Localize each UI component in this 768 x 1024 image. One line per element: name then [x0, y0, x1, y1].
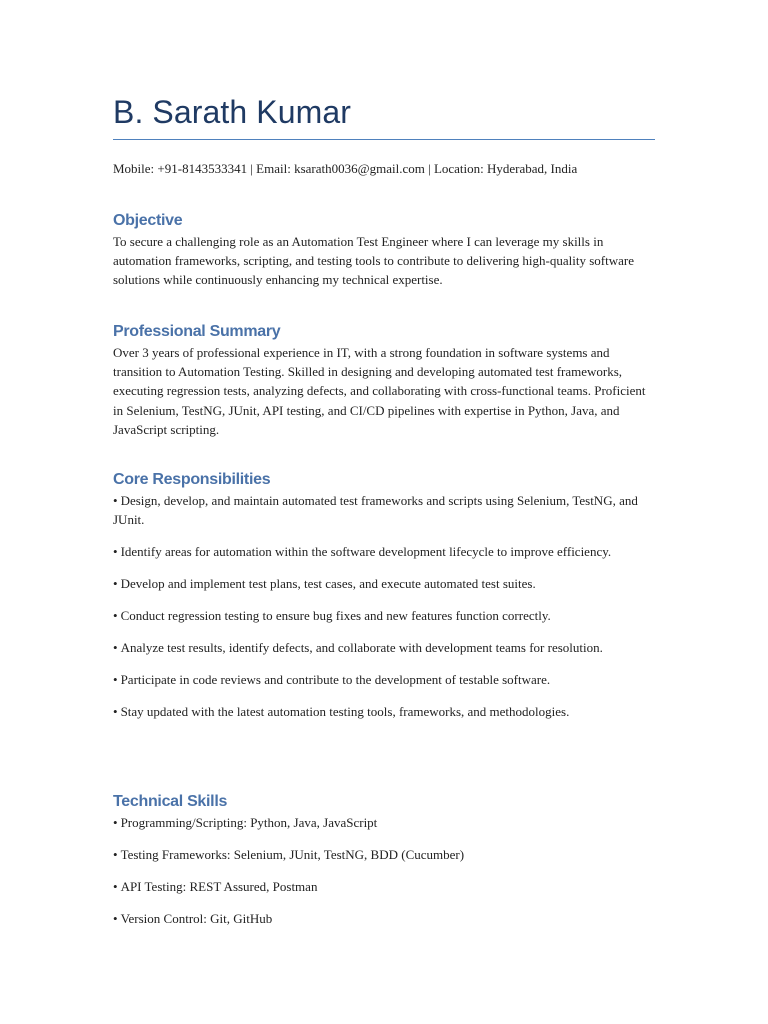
professional-summary-heading: Professional Summary [113, 323, 281, 340]
list-item-text: Develop and implement test plans, test cases, and execute automated test suites. [120, 576, 536, 592]
bullet-marker: • [113, 911, 118, 926]
list-item [113, 877, 655, 896]
bullet-marker: • [113, 879, 118, 894]
candidate-name: B. Sarath Kumar [113, 94, 352, 130]
list-item-text: Stay updated with the latest automation testing tools, frameworks, and methodologies. [120, 704, 570, 720]
list-item-text: Programming/Scripting: Python, Java, JavaScript [120, 815, 378, 830]
list-item-text: Identify areas for automation within the software development lifecycle to improve efficiency. [120, 544, 612, 560]
bullet-marker: • [113, 544, 118, 560]
bullet-marker: • [113, 672, 118, 688]
list-item-text: Participate in code reviews and contribute to the development of testable software. [120, 672, 551, 688]
list-item [113, 702, 655, 721]
list-item [113, 491, 655, 529]
professional-summary-text: Over 3 years of professional experience in IT, with a strong foundation in software systems and transition to Automation Testing. Skilled in designing and developing automated test frameworks, executing regression tests, analyzing defects, and collaborating with cross-functional teams. Proficient in Selenium, TestNG, JUnit, API testing, and CI/CD pipelines with expertise in Python, Java, and JavaScript scripting. [113, 345, 646, 437]
list-item [113, 909, 655, 928]
bullet-marker: • [113, 493, 118, 508]
technical-skills-section [113, 792, 655, 928]
responsibilities-list [113, 491, 655, 721]
list-item [113, 638, 655, 657]
objective-heading: Objective [113, 212, 183, 229]
list-item-text: Conduct regression testing to ensure bug fixes and new features function correctly. [120, 608, 551, 624]
bullet-marker: • [113, 576, 118, 592]
technical-skills-heading: Technical Skills [113, 793, 228, 810]
objective-section [113, 211, 655, 290]
list-item-text: Version Control: Git, GitHub [120, 911, 273, 926]
bullet-marker: • [113, 640, 118, 656]
list-item-text: Testing Frameworks: Selenium, JUnit, TestNG, BDD (Cucumber) [120, 847, 465, 862]
list-item-text: Analyze test results, identify defects, and collaborate with development teams for resolution. [120, 640, 603, 656]
header-divider [113, 139, 655, 140]
core-responsibilities-heading: Core Responsibilities [113, 471, 271, 488]
contact-line: Mobile: +91-8143533341 | Email: ksarath0036@gmail.com | Location: Hyderabad, India [113, 161, 578, 176]
list-item-text: API Testing: REST Assured, Postman [120, 879, 318, 894]
list-item [113, 542, 655, 561]
list-item [113, 606, 655, 625]
core-responsibilities-section [113, 470, 655, 721]
bullet-marker: • [113, 847, 118, 862]
bullet-marker: • [113, 608, 118, 624]
list-item [113, 813, 655, 832]
list-item [113, 845, 655, 864]
objective-text: To secure a challenging role as an Automation Test Engineer where I can leverage my skills in automation frameworks, scripting, and testing tools to contribute to delivering high-quality software solutions while continuously enhancing my technical expertise. [113, 234, 634, 288]
professional-summary-section [113, 322, 655, 439]
list-item [113, 670, 655, 689]
bullet-marker: • [113, 815, 118, 830]
list-item [113, 574, 655, 593]
list-item-text: Design, develop, and maintain automated test frameworks and scripts using Selenium, TestNG, and JUnit. [113, 493, 638, 528]
skills-list [113, 813, 655, 928]
bullet-marker: • [113, 704, 118, 720]
